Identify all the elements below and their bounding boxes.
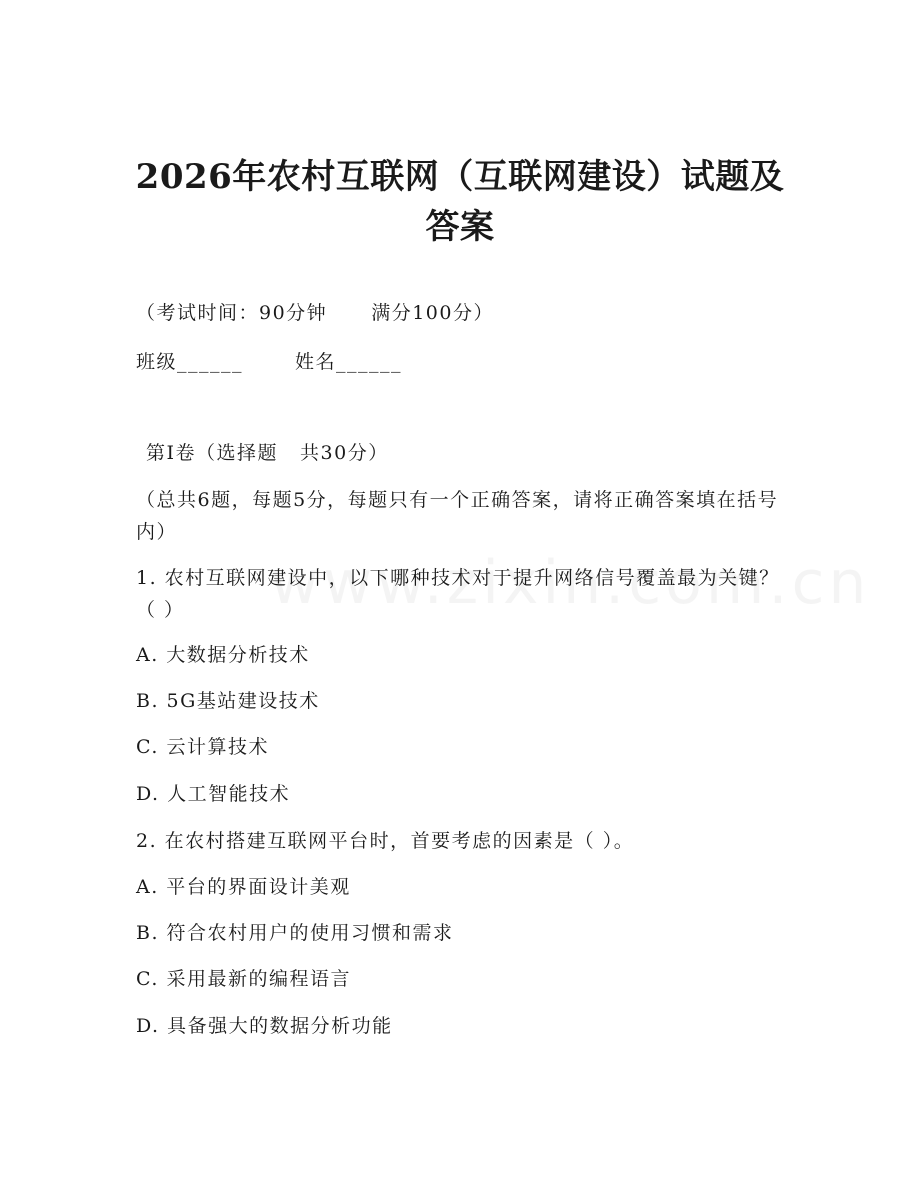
- question-1-stem: 1. 农村互联网建设中，以下哪种技术对于提升网络信号覆盖最为关键？（ ）: [136, 567, 780, 621]
- question-2-stem: 2. 在农村搭建互联网平台时，首要考虑的因素是（ ）。: [136, 830, 635, 852]
- name-field: 姓名______: [295, 351, 403, 373]
- question-2-option-b: B. 符合农村用户的使用习惯和需求: [136, 922, 454, 944]
- question-1-option-a: A. 大数据分析技术: [136, 644, 310, 666]
- exam-time: （考试时间：90分钟: [136, 302, 328, 324]
- question-2-option-c: C. 采用最新的编程语言: [136, 968, 351, 990]
- section-heading: [146, 440, 389, 466]
- student-fields: [136, 349, 402, 375]
- question-1-option-d: D. 人工智能技术: [136, 783, 291, 805]
- document-title: 2026年农村互联网（互联网建设）试题及答案: [135, 157, 785, 247]
- section-heading-text: 第Ⅰ卷（选择题: [146, 442, 279, 464]
- question-1-option-b: B. 5G基站建设技术: [136, 690, 320, 712]
- question-1-option-c: C. 云计算技术: [136, 736, 269, 758]
- exam-info: [136, 300, 494, 326]
- section-instructions: （总共6题，每题5分，每题只有一个正确答案，请将正确答案填在括号内）: [136, 489, 779, 543]
- exam-score: 满分100分）: [371, 302, 494, 324]
- class-field: 班级______: [136, 351, 244, 373]
- question-2-option-d: D. 具备强大的数据分析功能: [136, 1015, 393, 1037]
- section-heading-total: 共30分）: [300, 442, 389, 464]
- question-2-option-a: A. 平台的界面设计美观: [136, 876, 351, 898]
